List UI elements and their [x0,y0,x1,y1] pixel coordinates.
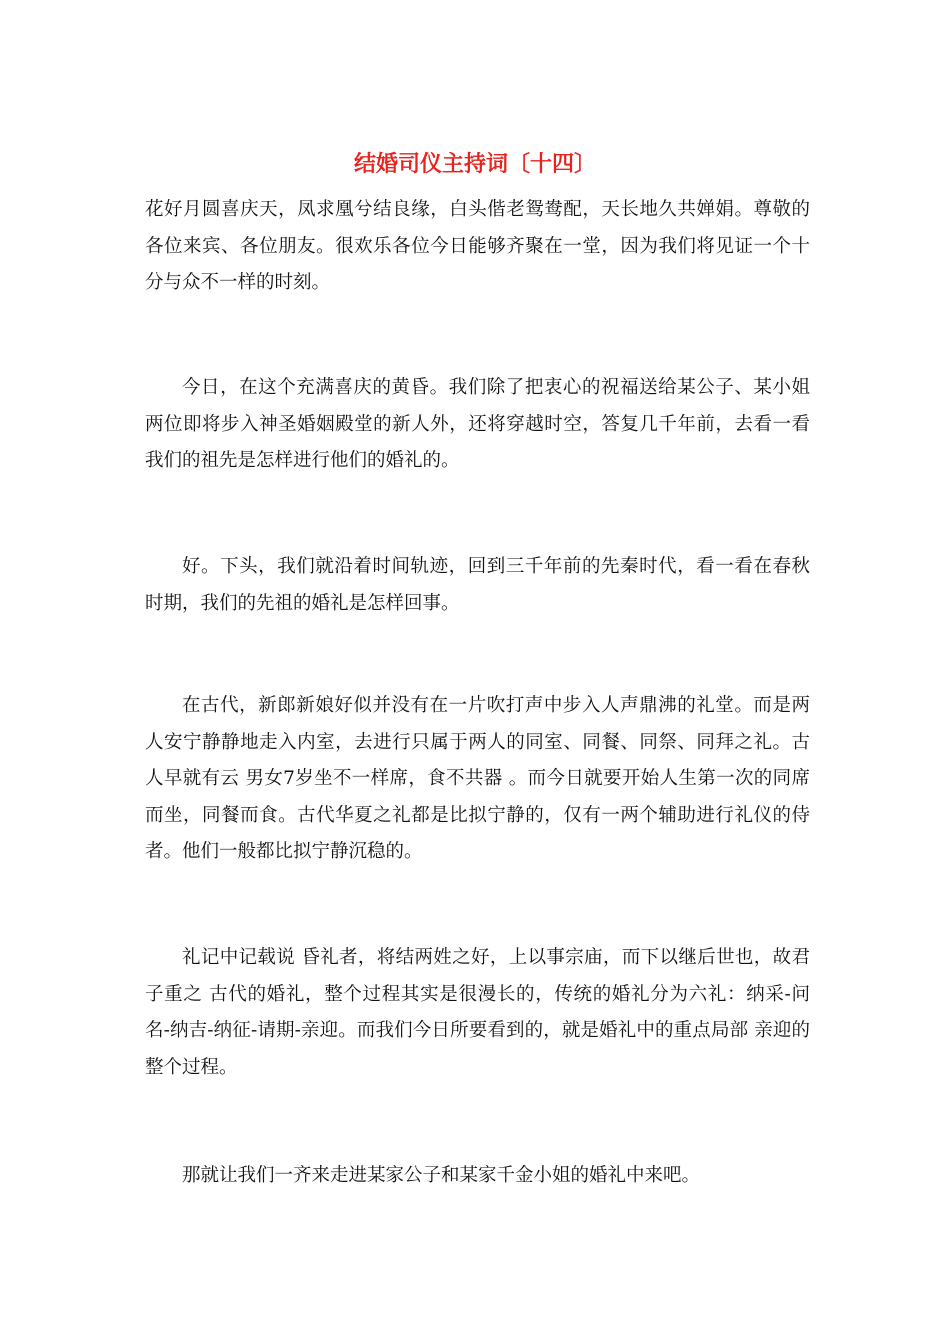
paragraph-ancient-custom: 在古代，新郎新娘好似并没有在一片吹打声中步入人声鼎沸的礼堂。而是两人安宁静静地走入内室，去进行只属于两人的同室、同餐、同祭、同拜之礼。古人早就有云 男女7岁坐不一样席，食不共器 。而今日就要开始人生第一次的同席而坐，同餐而食。古代华夏之礼都是比拟宁静的，仅有一两个辅助进行礼仪的侍者。他们一般都比拟宁静沉稳的。 [145,695,810,862]
document-title: 结婚司仪主持词〔十四〕 [353,152,596,177]
paragraph-today: 今日，在这个充满喜庆的黄昏。我们除了把衷心的祝福送给某公子、某小姐两位即将步入神圣婚姻殿堂的新人外，还将穿越时空，答复几千年前，去看一看我们的祖先是怎样进行他们的婚礼的。 [145,377,810,471]
paragraph-opening: 花好月圆喜庆天，凤求凰兮结良缘，白头偕老鸳鸯配，天长地久共婵娟。尊敬的各位来宾、各位朋友。很欢乐各位今日能够齐聚在一堂，因为我们将见证一个十分与众不一样的时刻。 [145,199,810,293]
paragraph-book-of-rites: 礼记中记载说 昏礼者，将结两姓之好，上以事宗庙，而下以继后世也，故君子重之 古代的婚礼，整个过程其实是很漫长的，传统的婚礼分为六礼：纳采-问名-纳吉-纳征-请期-亲迎。而我们今日所要看到的，就是婚礼中的重点局部 亲迎的整个过程。 [145,947,810,1078]
paragraph-closing: 那就让我们一齐来走进某家公子和某家千金小姐的婚礼中来吧。 [182,1165,701,1186]
paragraph-time-travel: 好。下头，我们就沿着时间轨迹，回到三千年前的先秦时代，看一看在春秋时期，我们的先祖的婚礼是怎样回事。 [145,556,810,614]
